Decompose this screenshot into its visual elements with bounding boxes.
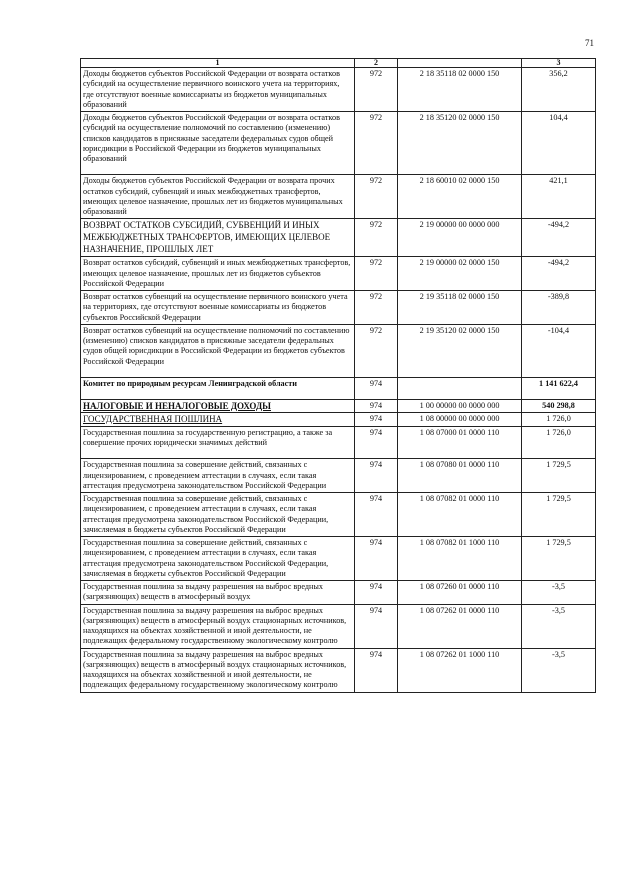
table-row-committee [81, 377, 596, 399]
row-name-text: Государственная пошлина за государственную регистрацию, а также за совершение прочих юридически значимых действий [83, 427, 333, 447]
row-admin-code: 974 [355, 537, 398, 581]
row-classification-code: 2 19 00000 00 0000 000 [398, 219, 522, 257]
table-row [81, 493, 596, 537]
row-admin-code: 974 [355, 400, 398, 413]
table-row [81, 257, 596, 291]
row-classification-code [398, 377, 522, 399]
row-admin-code: 974 [355, 377, 398, 399]
row-sum: 540 298,8 [522, 400, 596, 413]
row-classification-code: 1 08 07080 01 0000 110 [398, 459, 522, 493]
row-classification-code: 2 19 00000 02 0000 150 [398, 257, 522, 291]
row-sum: 421,1 [522, 175, 596, 219]
row-sum: -3,5 [522, 648, 596, 692]
row-name: Государственная пошлина за совершение действий, связанных с лицензированием, с проведением аттестации в случаях, если такая аттестация предусмотрена законодательством Российской Федерации, зачисляемая в бюджеты субъектов Российской Федерации [81, 493, 355, 537]
row-sum: -494,2 [522, 257, 596, 291]
page-number: 71 [585, 38, 594, 48]
row-name: Возврат остатков субсидий, субвенций и иных межбюджетных трансфертов, имеющих целевое назначение, прошлых лет из бюджетов субъектов Российской Федерации [81, 257, 355, 291]
row-sum: 1 141 622,4 [522, 377, 596, 399]
row-admin-code: 974 [355, 413, 398, 426]
row-admin-code: 972 [355, 175, 398, 219]
row-classification-code: 1 00 00000 00 0000 000 [398, 400, 522, 413]
row-name [81, 112, 355, 175]
row-name: Возврат остатков субвенций на осуществление первичного воинского учета на территориях, где отсутствуют военные комиссариаты из бюджетов субъектов Российской Федерации [81, 291, 355, 325]
table-row [81, 219, 596, 257]
row-admin-code: 972 [355, 112, 398, 175]
row-classification-code: 1 08 07082 01 0000 110 [398, 493, 522, 537]
row-sum: 1 729,5 [522, 493, 596, 537]
table-row [81, 291, 596, 325]
row-name: Государственная пошлина за совершение действий, связанных с лицензированием, с проведением аттестации в случаях, если такая аттестация предусмотрена законодательством Российской Федерации [81, 459, 355, 493]
column-number-2b [398, 59, 522, 68]
column-number-1: 1 [81, 59, 355, 68]
table-row [81, 175, 596, 219]
table-row [81, 68, 596, 112]
row-name: НАЛОГОВЫЕ И НЕНАЛОГОВЫЕ ДОХОДЫ [81, 400, 355, 413]
row-name: Государственная пошлина за совершение действий, связанных с лицензированием, с проведением аттестации в случаях, если такая аттестация предусмотрена законодательством Российской Федерации, зачисляемая в бюджеты субъектов Российской Федерации [81, 537, 355, 581]
row-name: Доходы бюджетов субъектов Российской Федерации от возврата остатков субсидий на осуществление первичного воинского учета на территориях, где отсутствуют военные комиссариаты из бюджетов муниципальных образований [81, 68, 355, 112]
row-name-text: Возврат остатков субвенций на осуществление полномочий по составлению (изменению) списков кандидатов в присяжные заседатели федеральных судов общей юрисдикции в Российской Федерации из бюджетов субъектов Российской Федерации [83, 325, 350, 366]
table-row [81, 459, 596, 493]
table-row [81, 537, 596, 581]
row-sum: -494,2 [522, 219, 596, 257]
row-classification-code: 1 08 00000 00 0000 000 [398, 413, 522, 426]
row-sum: 1 729,5 [522, 459, 596, 493]
row-classification-code: 2 19 35118 02 0000 150 [398, 291, 522, 325]
row-admin-code: 972 [355, 68, 398, 112]
row-admin-code: 974 [355, 493, 398, 537]
row-admin-code: 972 [355, 219, 398, 257]
row-classification-code: 2 18 60010 02 0000 150 [398, 175, 522, 219]
row-admin-code: 974 [355, 581, 398, 605]
row-classification-code: 2 18 35118 02 0000 150 [398, 68, 522, 112]
row-name [81, 377, 355, 399]
table-row [81, 581, 596, 605]
row-name: Государственная пошлина за выдачу разрешения на выброс вредных (загрязняющих) веществ в атмосферный воздух [81, 581, 355, 605]
row-admin-code: 972 [355, 324, 398, 377]
row-name-text: Комитет по природным ресурсам Ленинградской области [83, 378, 298, 388]
row-sum: 356,2 [522, 68, 596, 112]
row-sum: 1 729,5 [522, 537, 596, 581]
table-row-section [81, 413, 596, 426]
row-sum: -3,5 [522, 581, 596, 605]
row-sum: 1 726,0 [522, 413, 596, 426]
row-classification-code: 1 08 07082 01 1000 110 [398, 537, 522, 581]
row-admin-code: 974 [355, 604, 398, 648]
row-admin-code: 974 [355, 426, 398, 459]
row-classification-code: 1 08 07000 01 0000 110 [398, 426, 522, 459]
table-row [81, 324, 596, 377]
row-admin-code: 974 [355, 648, 398, 692]
row-name-text: Доходы бюджетов субъектов Российской Федерации от возврата остатков субсидий на осуществление полномочий по составлению (изменению) списков кандидатов в присяжные заседатели федеральных судов общей юрисдикции в Российской Федерации из бюджетов муниципальных образований [83, 113, 340, 163]
row-name: ВОЗВРАТ ОСТАТКОВ СУБСИДИЙ, СУБВЕНЦИЙ И ИНЫХ МЕЖБЮДЖЕТНЫХ ТРАНСФЕРТОВ, ИМЕЮЩИХ ЦЕЛЕВОЕ НАЗНАЧЕНИЕ, ПРОШЛЫХ ЛЕТ [81, 219, 355, 257]
row-name [81, 426, 355, 459]
table-row [81, 604, 596, 648]
column-number-3: 3 [522, 59, 596, 68]
table-row [81, 112, 596, 175]
column-number-2: 2 [355, 59, 398, 68]
header-row [81, 59, 596, 68]
row-classification-code: 2 18 35120 02 0000 150 [398, 112, 522, 175]
table-row [81, 648, 596, 692]
table-row [81, 426, 596, 459]
row-sum: -389,8 [522, 291, 596, 325]
row-classification-code: 1 08 07262 01 0000 110 [398, 604, 522, 648]
row-sum: -3,5 [522, 604, 596, 648]
row-admin-code: 972 [355, 291, 398, 325]
row-admin-code: 974 [355, 459, 398, 493]
budget-revenue-table [80, 58, 596, 693]
row-sum: 104,4 [522, 112, 596, 175]
row-classification-code: 1 08 07260 01 0000 110 [398, 581, 522, 605]
row-name: Доходы бюджетов субъектов Российской Федерации от возврата прочих остатков субсидий, субвенций и иных межбюджетных трансфертов, имеющих целевое назначение, прошлых лет из бюджетов муниципальных образований [81, 175, 355, 219]
row-sum: 1 726,0 [522, 426, 596, 459]
row-name: ГОСУДАРСТВЕННАЯ ПОШЛИНА [81, 413, 355, 426]
row-classification-code: 1 08 07262 01 1000 110 [398, 648, 522, 692]
row-name [81, 324, 355, 377]
table-row-section [81, 400, 596, 413]
row-name: Государственная пошлина за выдачу разрешения на выброс вредных (загрязняющих) веществ в атмосферный воздух стационарных источников, находящихся на объектах хозяйственной и иной деятельности, не подлежащих федеральному государственному экологическому контролю [81, 648, 355, 692]
row-sum: -104,4 [522, 324, 596, 377]
row-admin-code: 972 [355, 257, 398, 291]
row-name: Государственная пошлина за выдачу разрешения на выброс вредных (загрязняющих) веществ в атмосферный воздух стационарных источников, находящихся на объектах хозяйственной и иной деятельности, не подлежащих федеральному государственному экологическому контролю [81, 604, 355, 648]
row-classification-code: 2 19 35120 02 0000 150 [398, 324, 522, 377]
